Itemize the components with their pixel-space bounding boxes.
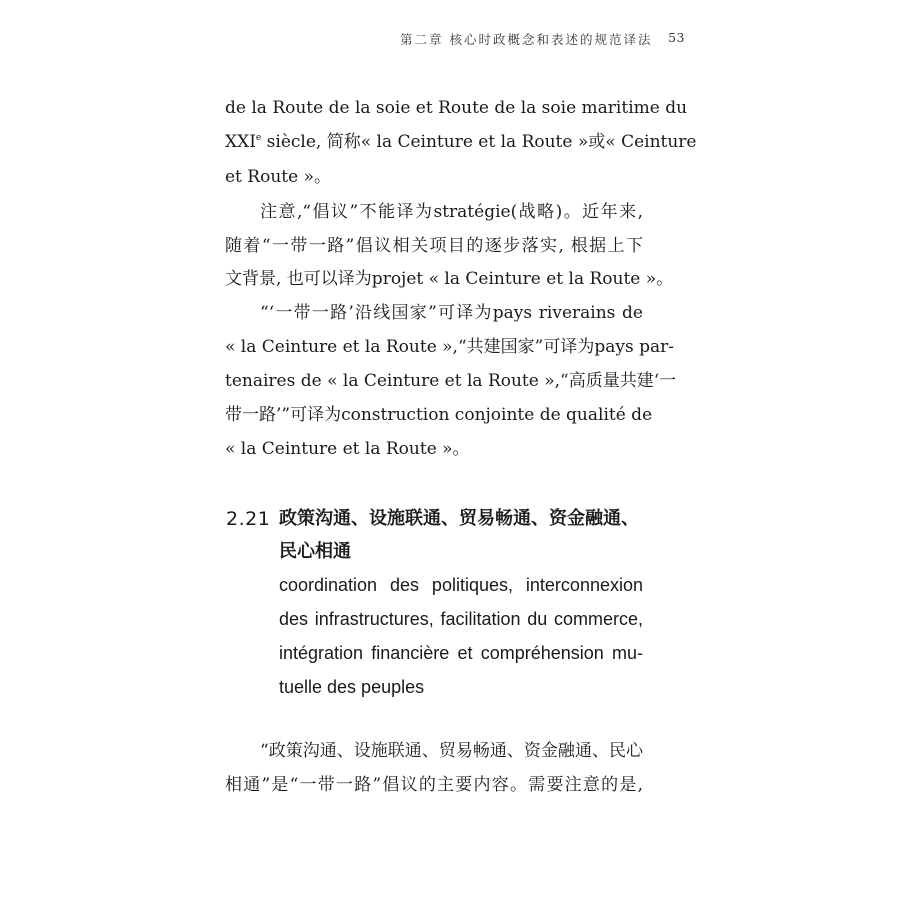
paragraph1-line2 — [225, 131, 697, 153]
paragraph4-line1: “政策沟通、设施联通、贸易畅通、资金融通、民心 — [260, 741, 643, 761]
paragraph3-line5: « la Ceinture et la Route »。 — [225, 439, 470, 459]
roman-century: XXI — [225, 132, 256, 152]
section-french-line2: des infrastructures, facilitation du commerce, — [279, 609, 643, 629]
section-french-line1: coordination des politiques, interconnexion — [279, 575, 643, 595]
paragraph1-line2-text: siècle, 简称« la Ceinture et la Route »或« Ceinture — [261, 132, 697, 152]
paragraph3-line3: tenaires de « la Ceinture et la Route »,“高质量共建‘一 — [225, 371, 677, 391]
paragraph2-line3: 文背景, 也可以译为projet « la Ceinture et la Route »。 — [225, 269, 674, 289]
paragraph4-line2: 相通”是“一带一路”倡议的主要内容。需要注意的是, — [225, 775, 643, 795]
paragraph3-line4: 带一路’”可译为construction conjointe de qualité de — [225, 405, 653, 425]
paragraph2-line1: 注意,“倡议”不能译为stratégie(战略)。近年来, — [260, 202, 643, 222]
section-number: 2.21 — [226, 508, 271, 530]
paragraph1-line1: de la Route de la soie et Route de la soie maritime du — [225, 98, 688, 118]
paragraph3-line1: “‘一带一路’沿线国家”可译为pays riverains de — [260, 303, 643, 323]
chapter-title: 第二章 核心时政概念和表述的规范译法 — [400, 32, 653, 47]
section-french-line3: intégration financière et compréhension mu- — [279, 643, 643, 663]
section-french-line4: tuelle des peuples — [279, 677, 425, 697]
running-header — [400, 30, 685, 48]
page-number: 53 — [668, 30, 685, 45]
paragraph2-line2: 随着“一带一路”倡议相关项目的逐步落实, 根据上下 — [225, 236, 643, 256]
superscript-e: e — [255, 133, 262, 143]
paragraph3-line2: « la Ceinture et la Route »,“共建国家”可译为pays par- — [225, 337, 674, 357]
paragraph1-line3: et Route »。 — [225, 167, 331, 187]
section-title-line2: 民心相通 — [279, 541, 351, 562]
section-title-line1: 政策沟通、设施联通、贸易畅通、资金融通、 — [279, 508, 639, 529]
